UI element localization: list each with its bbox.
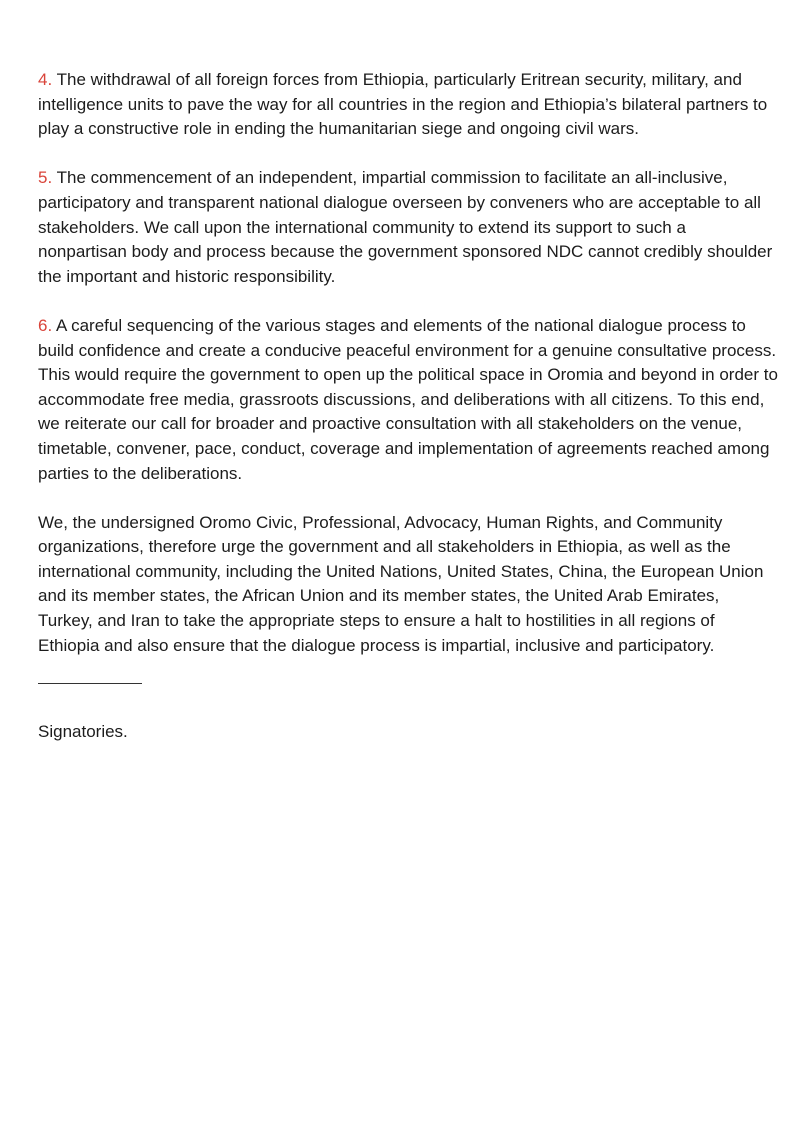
- document-body: [38, 68, 778, 769]
- item-number: 4.: [38, 70, 53, 89]
- demand-item-6: [38, 314, 778, 486]
- closing-paragraph: We, the undersigned Oromo Civic, Professional, Advocacy, Human Rights, and Community organizations, therefore urge the government and all stakeholders in Ethiopia, as well as the international community, including the United Nations, United States, China, the European Union and its member states, the African Union and its member states, the United Arab Emirates, Turkey, and Iran to take the appropriate steps to ensure a halt to hostilities in all regions of Ethiopia and also ensure that the dialogue process is impartial, inclusive and participatory.: [38, 512, 764, 655]
- signatories-label: Signatories.: [38, 721, 128, 741]
- demand-item-5: [38, 166, 778, 289]
- item-number: 5.: [38, 168, 53, 188]
- item-number: 6.: [38, 315, 53, 335]
- signature-divider: [38, 683, 142, 684]
- item-text: A careful sequencing of the various stages and elements of the national dialogue process to build confidence and create a conducive peaceful environment for a genuine consultative process. This would require the government to open up the political space in Oromia and beyond in order to accommodate free media, grassroots discussions, and deliberations with all citizens. To this end, we reiterate our call for broader and proactive consultation with all stakeholders on the venue, timetable, convener, pace, conduct, coverage and implementation of agreements reached among parties to the deliberations.: [38, 315, 778, 483]
- item-text: The withdrawal of all foreign forces from Ethiopia, particularly Eritrean security, military, and intelligence units to pave the way for all countries in the region and Ethiopia’s bilateral partners to play a constructive role in ending the humanitarian siege and ongoing civil wars.: [38, 70, 768, 139]
- demand-item-4: [38, 68, 778, 142]
- item-text: The commencement of an independent, impartial commission to facilitate an all-inclusive, participatory and transparent national dialogue overseen by conveners who are acceptable to all stakeholders. We call upon the international community to extend its support to such a nonpartisan body and process because the government sponsored NDC cannot credibly shoulder the important and historic responsibility.: [38, 168, 773, 286]
